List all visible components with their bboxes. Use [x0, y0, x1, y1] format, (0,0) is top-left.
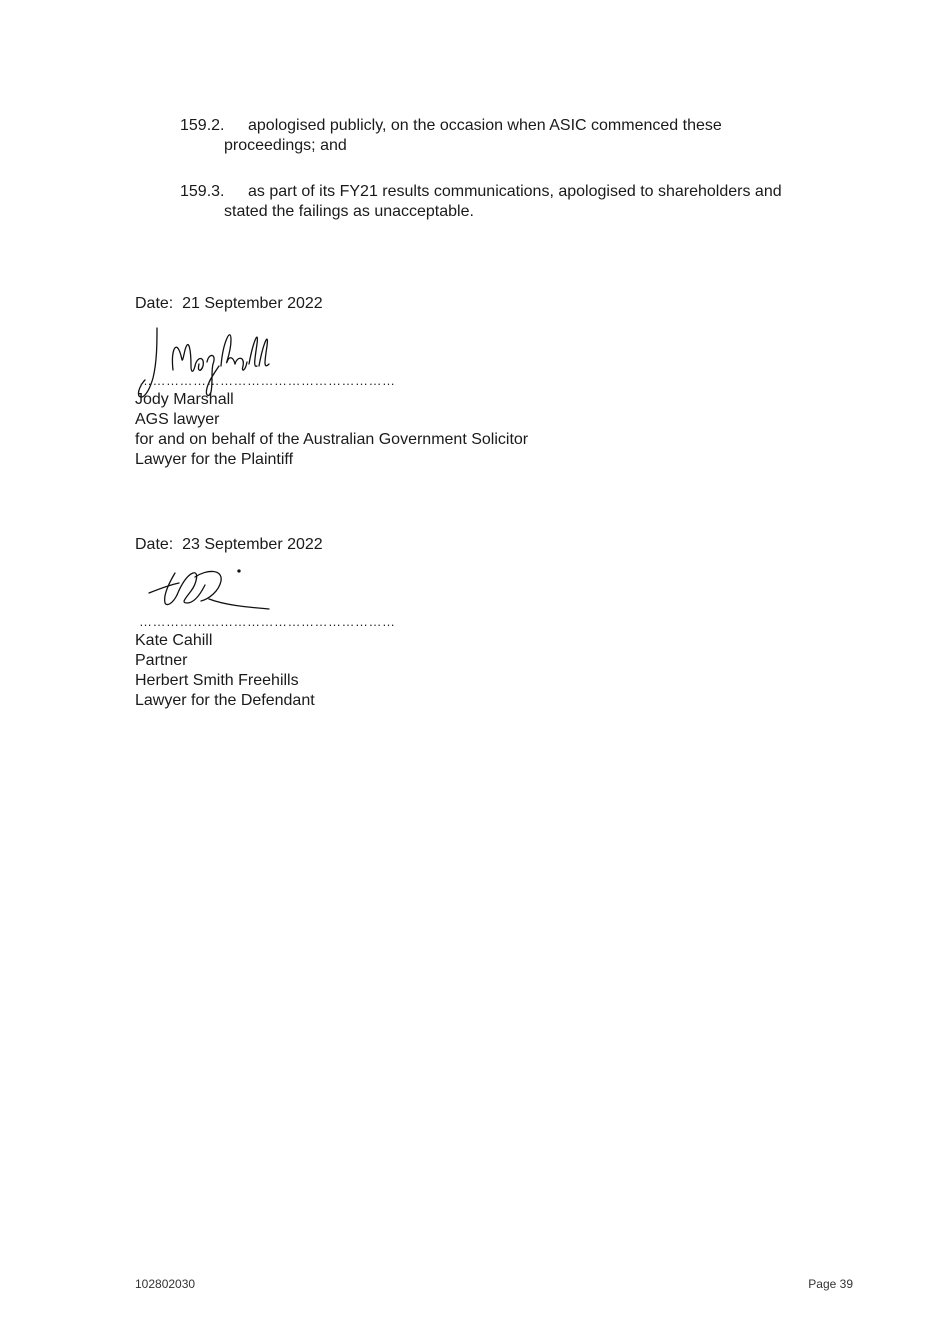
document-number: 102802030: [135, 1277, 196, 1291]
paragraph-text-line1: as part of its FY21 results communications, apologised to shareholders and: [248, 183, 782, 200]
paragraph-text-line2: stated the failings as unacceptable.: [224, 203, 474, 220]
signatory-role: Lawyer for the Defendant: [135, 692, 315, 709]
signatory-name: Kate Cahill: [135, 632, 213, 649]
date-label: Date:: [135, 295, 174, 312]
signatory-role: Lawyer for the Plaintiff: [135, 451, 294, 468]
signatory-organisation: Herbert Smith Freehills: [135, 672, 299, 689]
date-value: 21 September 2022: [182, 295, 323, 312]
signature-dotted-line: …………………………………………………: [139, 614, 396, 629]
date-value: 23 September 2022: [182, 536, 323, 553]
signatory-name: Jody Marshall: [135, 391, 234, 408]
paragraph-number: 159.2.: [180, 117, 225, 134]
date-line-plaintiff: [135, 294, 323, 314]
signatory-title: AGS lawyer: [135, 411, 220, 428]
paragraph-159-2: [180, 116, 840, 156]
date-label: Date:: [135, 536, 174, 553]
paragraph-text-line2: proceedings; and: [224, 137, 347, 154]
signatory-title: Partner: [135, 652, 188, 669]
paragraph-number: 159.3.: [180, 183, 225, 200]
signature-dotted-line: …………………………………………………: [139, 373, 396, 388]
signatory-organisation: for and on behalf of the Australian Government Solicitor: [135, 431, 529, 448]
paragraph-text-line1: apologised publicly, on the occasion when ASIC commenced these: [248, 117, 722, 134]
page-number: Page 39: [808, 1277, 853, 1291]
paragraph-159-3: [180, 182, 840, 222]
date-line-defendant: [135, 535, 323, 555]
